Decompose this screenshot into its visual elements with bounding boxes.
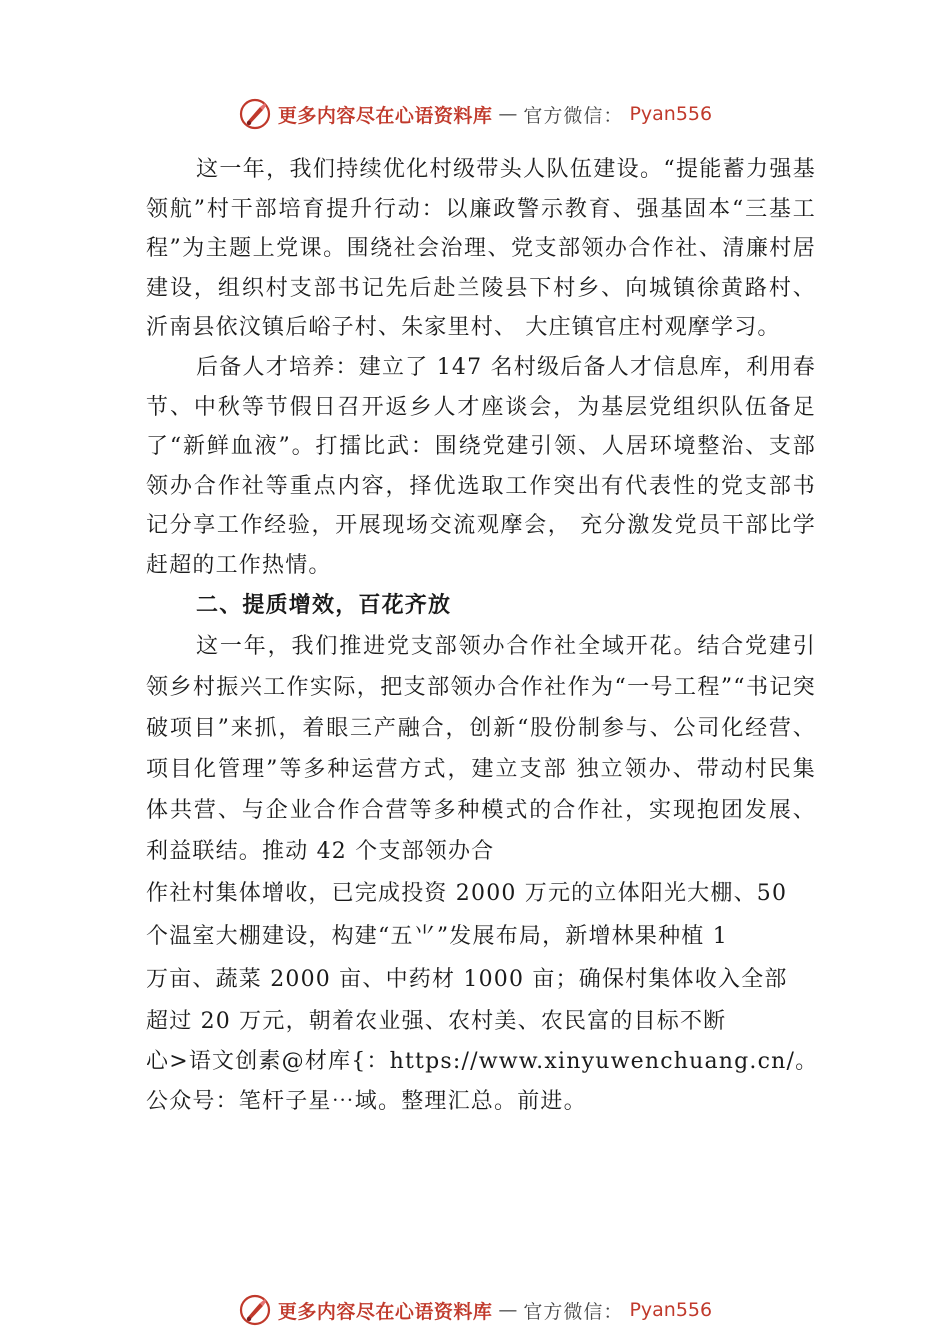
brand-separator: — (498, 103, 518, 125)
brand-name: 更多内容尽在心语资料库 (277, 1300, 493, 1323)
footer-watermark-banner (0, 1290, 950, 1330)
wechat-label: 官方微信： (523, 104, 624, 127)
text-line: 万亩、蔬菜 2000 亩、中药材 1000 亩；确保村集体收入全部 (146, 966, 788, 992)
text-line-watermark-account: 公众号：笔杆子星⋯域。整理汇总。前进。 (146, 1088, 587, 1114)
text-line: 超过 20 万元，朝着农业强、农村美、农民富的目标不断 (146, 1008, 727, 1034)
paragraph-village-leaders: 这一年，我们持续优化村级带头人队伍建设。“提能蓄力强基领航”村干部培育提升行动：以廉政警示教育、强基固本“三基工程”为主题上党课。围绕社会治理、党支部领办合作社、清廉村居建设，组织村支部书记先后赴兰陵县下村乡、向城镇徐黄路村、沂南县依汶镇后峪子村、朱家里村、 大庄镇官庄村观摩学习。 (146, 157, 816, 341)
text-line-watermark-url: 心>语文创素@材库{：https://www.xinyuwenchuang.cn/。 (146, 1048, 819, 1074)
text-line: 作社村集体增收，已完成投资 2000 万元的立体阳光大棚、50 (146, 880, 788, 906)
document-body (146, 150, 819, 1122)
quill-seal-logo-icon (238, 97, 272, 131)
wechat-id: Pyan556 (629, 1299, 713, 1321)
text-line: 个温室大棚建设，构建“五⺌”发展布局，新增林果种植 1 (146, 923, 728, 949)
header-watermark-banner (0, 94, 950, 134)
paragraph-reserve-talent: 后备人才培养：建立了 147 名村级后备人才信息库，利用春节、中秋等节假日召开返乡人才座谈会，为基层党组织队伍备足了“新鲜血液”。打擂比武：围绕党建引领、人居环境整治、支部领办合作社等重点内容，择优选取工作突出有代表性的党支部书记分享工作经验，开展现场交流观摩会， 充分激发党员干部比学赶超的工作热情。 (146, 354, 816, 578)
wechat-id: Pyan556 (629, 103, 713, 125)
brand-separator: — (498, 1299, 518, 1321)
quill-seal-logo-icon (238, 1293, 272, 1327)
section-heading: 二、提质增效，百花齐放 (196, 592, 452, 618)
wechat-label: 官方微信： (523, 1300, 624, 1323)
brand-name: 更多内容尽在心语资料库 (277, 104, 493, 127)
paragraph-cooperatives: 这一年，我们推进党支部领办合作社全域开花。结合党建引领乡村振兴工作实际，把支部领办合作社作为“一号工程”“书记突破项目”来抓，着眼三产融合，创新“股份制参与、公司化经营、项目化管理”等多种运营方式，建立支部 独立领办、带动村民集体共营、与企业合作合营等多种模式的合作社，实现抱团发展、利益联结。推动 42 个支部领办合 (146, 633, 816, 864)
